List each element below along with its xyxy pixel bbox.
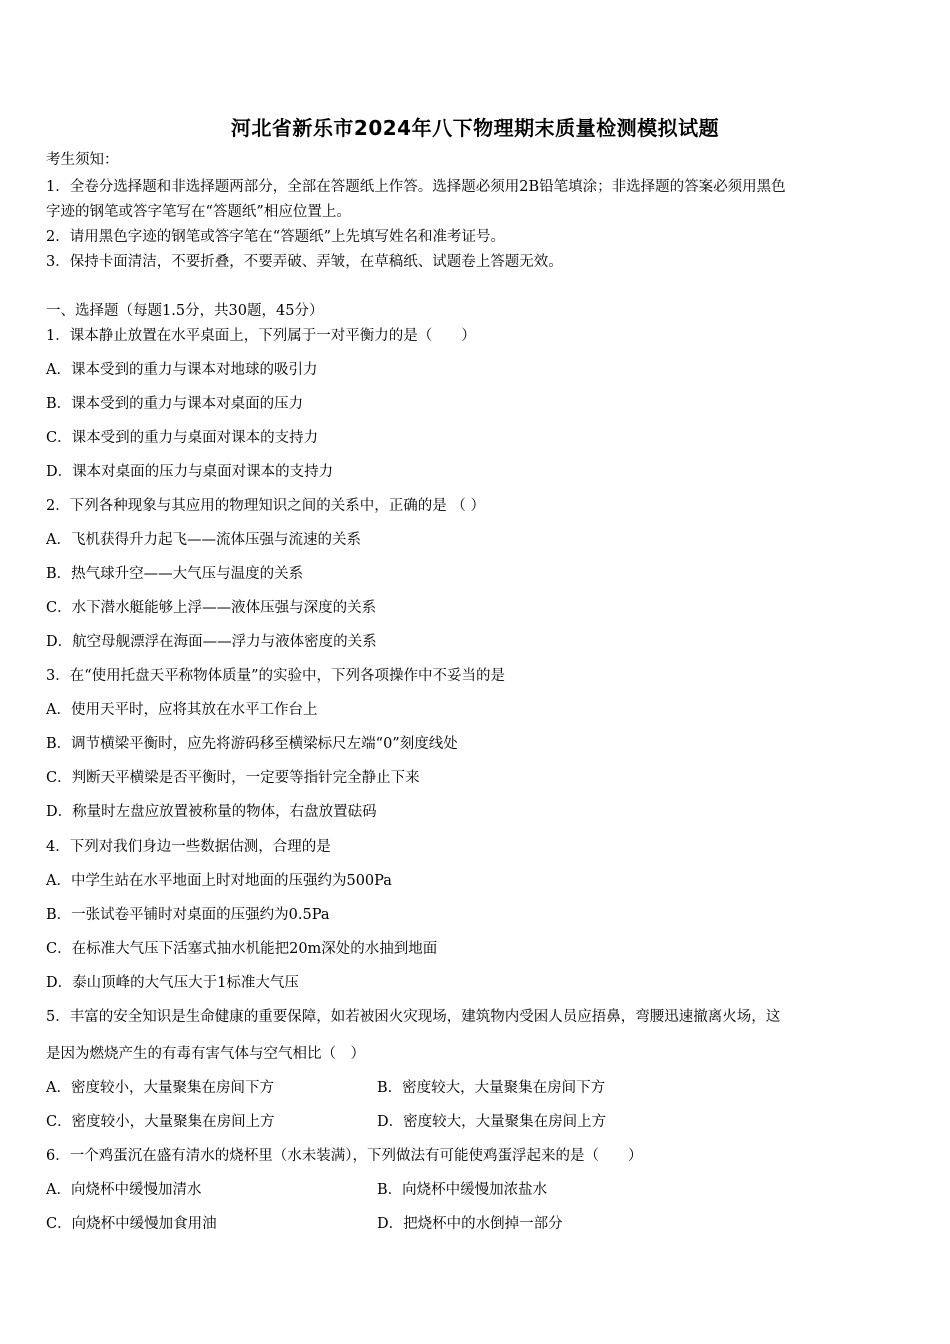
option-a: A．中学生站在水平地面上时对地面的压强约为500Pa: [46, 873, 392, 889]
notice-item: 2．请用黑色字迹的钢笔或答字笔在“答题纸”上先填写姓名和准考证号。: [46, 229, 506, 245]
question-stem: 5．丰富的安全知识是生命健康的重要保障，如若被困火灾现场，建筑物内受困人员应捂鼻，弯腰迅速撤离火场，这: [46, 1009, 781, 1025]
option-a: A．飞机获得升力起飞——流体压强与流速的关系: [46, 532, 361, 548]
option-c: C．密度较小，大量聚集在房间上方: [46, 1114, 275, 1130]
option-d: D．密度较大，大量聚集在房间上方: [377, 1114, 607, 1130]
option-b: B．热气球升空——大气压与温度的关系: [46, 566, 304, 582]
option-a: A．密度较小，大量聚集在房间下方: [46, 1080, 274, 1096]
option-b: B．调节横梁平衡时，应先将游码移至横梁标尺左端“0”刻度线处: [46, 736, 458, 752]
option-d: D．课本对桌面的压力与桌面对课本的支持力: [46, 464, 334, 480]
question-stem: 3．在“使用托盘天平称物体质量”的实验中，下列各项操作中不妥当的是: [46, 668, 506, 684]
notice-heading: 考生须知：: [46, 152, 119, 168]
option-d: D．称量时左盘应放置被称量的物体，右盘放置砝码: [46, 804, 377, 820]
option-c: C．判断天平横梁是否平衡时，一定要等指针完全静止下来: [46, 770, 420, 786]
section-heading: 一、选择题（每题1.5分，共30题，45分）: [46, 303, 324, 319]
option-a: A．使用天平时，应将其放在水平工作台上: [46, 702, 318, 718]
option-c: C．水下潜水艇能够上浮——液体压强与深度的关系: [46, 600, 377, 616]
option-a: A．课本受到的重力与课本对地球的吸引力: [46, 362, 318, 378]
notice-item: 3．保持卡面清洁，不要折叠，不要弄破、弄皱，在草稿纸、试题卷上答题无效。: [46, 254, 563, 270]
question-stem: 1．课本静止放置在水平桌面上，下列属于一对平衡力的是（ ）: [46, 328, 476, 344]
notice-item: 字迹的钢笔或答字笔写在“答题纸”相应位置上。: [46, 204, 351, 220]
option-c: C．向烧杯中缓慢加食用油: [46, 1216, 217, 1232]
question-stem: 6．一个鸡蛋沉在盛有清水的烧杯里（水未装满），下列做法有可能使鸡蛋浮起来的是（ ）: [46, 1148, 643, 1164]
option-c: C．在标准大气压下活塞式抽水机能把20m深处的水抽到地面: [46, 941, 438, 957]
option-c: C．课本受到的重力与桌面对课本的支持力: [46, 430, 319, 446]
question-stem: 2．下列各种现象与其应用的物理知识之间的关系中，正确的是 （ ）: [46, 498, 485, 514]
option-b: B．向烧杯中缓慢加浓盐水: [377, 1182, 548, 1198]
question-stem-continued: 是因为燃烧产生的有毒有害气体与空气相比（ ）: [46, 1046, 365, 1062]
option-b: B．密度较大，大量聚集在房间下方: [377, 1080, 606, 1096]
option-d: D．把烧杯中的水倒掉一部分: [377, 1216, 563, 1232]
question-stem: 4．下列对我们身边一些数据估测，合理的是: [46, 839, 331, 855]
notice-item: 1．全卷分选择题和非选择题两部分，全部在答题纸上作答。选择题必须用2B铅笔填涂；非选择题的答案必须用黑色: [46, 179, 786, 195]
option-a: A．向烧杯中缓慢加清水: [46, 1182, 202, 1198]
page-title: 河北省新乐市2024年八下物理期末质量检测模拟试题: [230, 116, 720, 140]
option-d: D．泰山顶峰的大气压大于1标准大气压: [46, 975, 299, 991]
option-b: B．一张试卷平铺时对桌面的压强约为0.5Pa: [46, 907, 330, 923]
option-b: B．课本受到的重力与课本对桌面的压力: [46, 396, 304, 412]
option-d: D．航空母舰漂浮在海面——浮力与液体密度的关系: [46, 634, 377, 650]
